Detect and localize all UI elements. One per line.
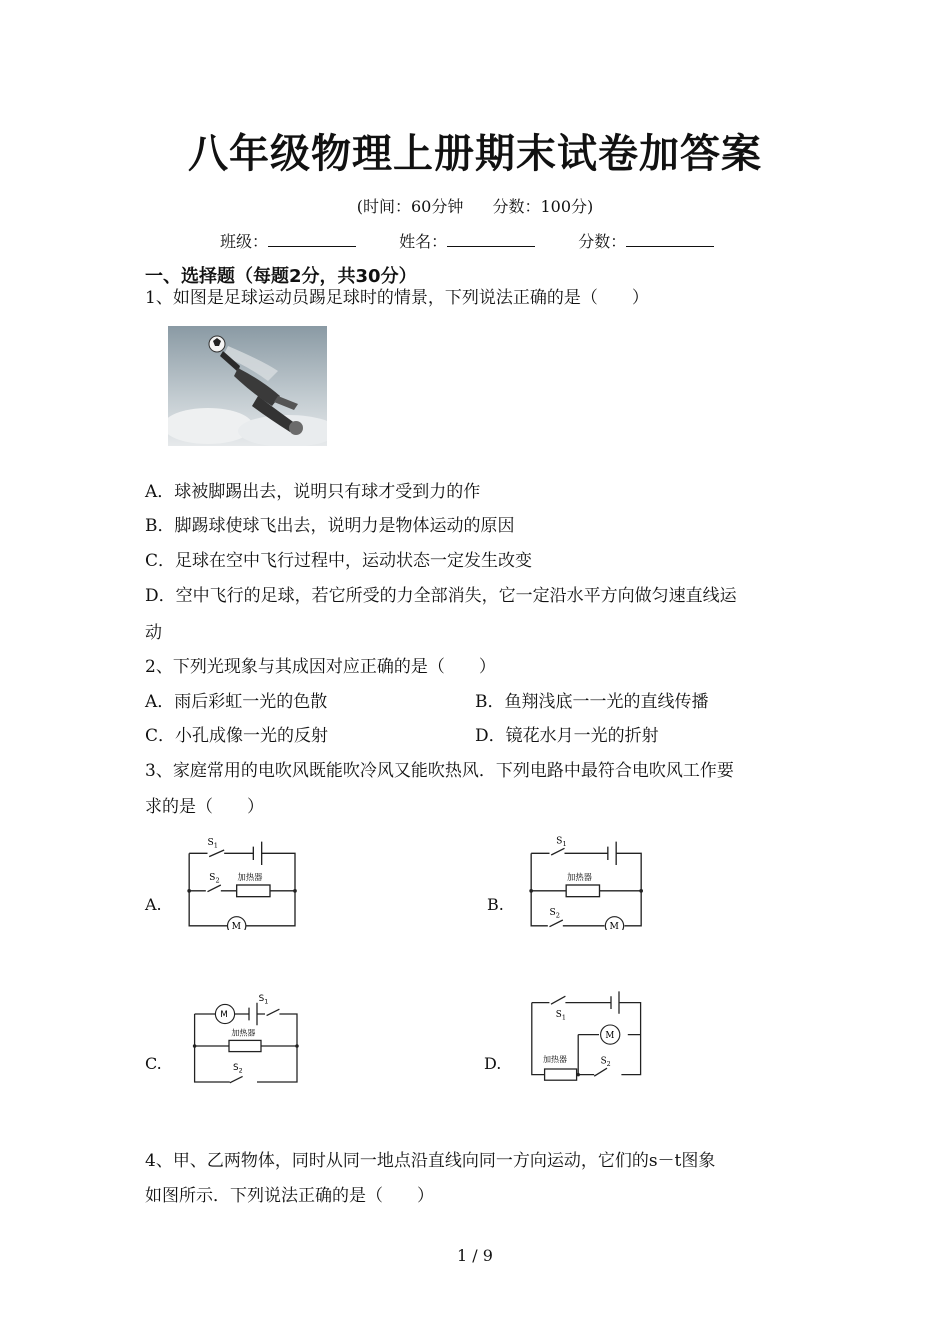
circuit-a-s2: $S_2$	[209, 872, 220, 885]
q2-option-d: D．镜花水月一光的折射	[475, 726, 659, 746]
score-label: 分数：	[578, 232, 627, 251]
q4-stem-cont: 如图所示．下列说法正确的是（ ）	[145, 1186, 434, 1206]
page-title: 八年级物理上册期末试卷加答案	[188, 131, 762, 177]
page-number: 1 / 9	[457, 1246, 493, 1265]
q3-label-a: A.	[145, 895, 162, 914]
score-info: 分数：100分)	[492, 197, 594, 216]
q3-label-d: D.	[484, 1054, 502, 1073]
name-field	[399, 229, 535, 252]
class-blank	[268, 232, 356, 247]
circuit-b-motor: M	[609, 921, 619, 930]
name-label: 姓名：	[399, 232, 448, 251]
score-blank	[626, 232, 714, 247]
circuit-a-motor: M	[231, 921, 242, 930]
circuit-c-s1: $S_1$	[258, 994, 269, 1006]
circuit-c-diagram	[170, 990, 320, 1090]
circuit-b-s1: $S_1$	[556, 835, 567, 848]
circuit-c-heater-label: 加热器	[231, 1028, 256, 1038]
class-field	[220, 229, 356, 252]
time-info: (时间：60分钟	[356, 197, 464, 216]
q3-label-c: C.	[145, 1054, 162, 1073]
q2-option-c: C．小孔成像一光的反射	[145, 726, 329, 746]
circuit-b-diagram	[512, 830, 662, 930]
q3-stem-cont: 求的是（ ）	[145, 797, 264, 817]
circuit-d-diagram	[512, 985, 662, 1085]
circuit-b-s2: $S_2$	[549, 907, 561, 920]
score-field	[578, 229, 714, 252]
q1-option-d-cont: 动	[145, 623, 162, 643]
circuit-a-heater-label: 加热器	[237, 872, 263, 882]
q1-option-b: B．脚踢球使球飞出去，说明力是物体运动的原因	[145, 516, 515, 536]
circuit-c-s2: $S_2$	[233, 1063, 243, 1075]
circuit-d-s2: $S_2$	[600, 1056, 611, 1068]
circuit-a-s1: $S_1$	[207, 837, 219, 850]
q1-option-c: C．足球在空中飞行过程中，运动状态一定发生改变	[145, 551, 533, 571]
soccer-photo	[168, 326, 327, 446]
q2-option-b: B．鱼翔浅底一一光的直线传播	[475, 692, 709, 712]
section-heading: 一、选择题（每题2分，共30分）	[145, 266, 417, 287]
q2-stem: 2、下列光现象与其成因对应正确的是（ ）	[145, 657, 496, 677]
q2-option-a: A．雨后彩虹一光的色散	[145, 692, 328, 712]
class-label: 班级：	[220, 232, 269, 251]
circuit-a-diagram	[170, 830, 320, 930]
q1-option-d: D．空中飞行的足球，若它所受的力全部消失，它一定沿水平方向做匀速直线运	[145, 586, 737, 606]
q3-label-b: B.	[487, 895, 504, 914]
circuit-d-s1: $S_1$	[555, 1010, 566, 1022]
q3-stem: 3、家庭常用的电吹风既能吹冷风又能吹热风．下列电路中最符合电吹风工作要	[145, 761, 734, 781]
q4-stem: 4、甲、乙两物体，同时从同一地点沿直线向同一方向运动，它们的s－t图象	[145, 1151, 716, 1171]
exam-meta	[0, 194, 950, 217]
q1-option-a: A．球被脚踢出去，说明只有球才受到力的作	[145, 482, 481, 502]
circuit-d-heater-label: 加热器	[543, 1054, 567, 1064]
student-fields	[220, 229, 752, 252]
q1-stem: 1、如图是足球运动员踢足球时的情景，下列说法正确的是（ ）	[145, 288, 649, 308]
circuit-b-heater-label: 加热器	[567, 872, 592, 882]
circuit-d-motor: M	[605, 1030, 615, 1041]
name-blank	[447, 232, 535, 247]
circuit-c-motor: M	[220, 1010, 228, 1021]
